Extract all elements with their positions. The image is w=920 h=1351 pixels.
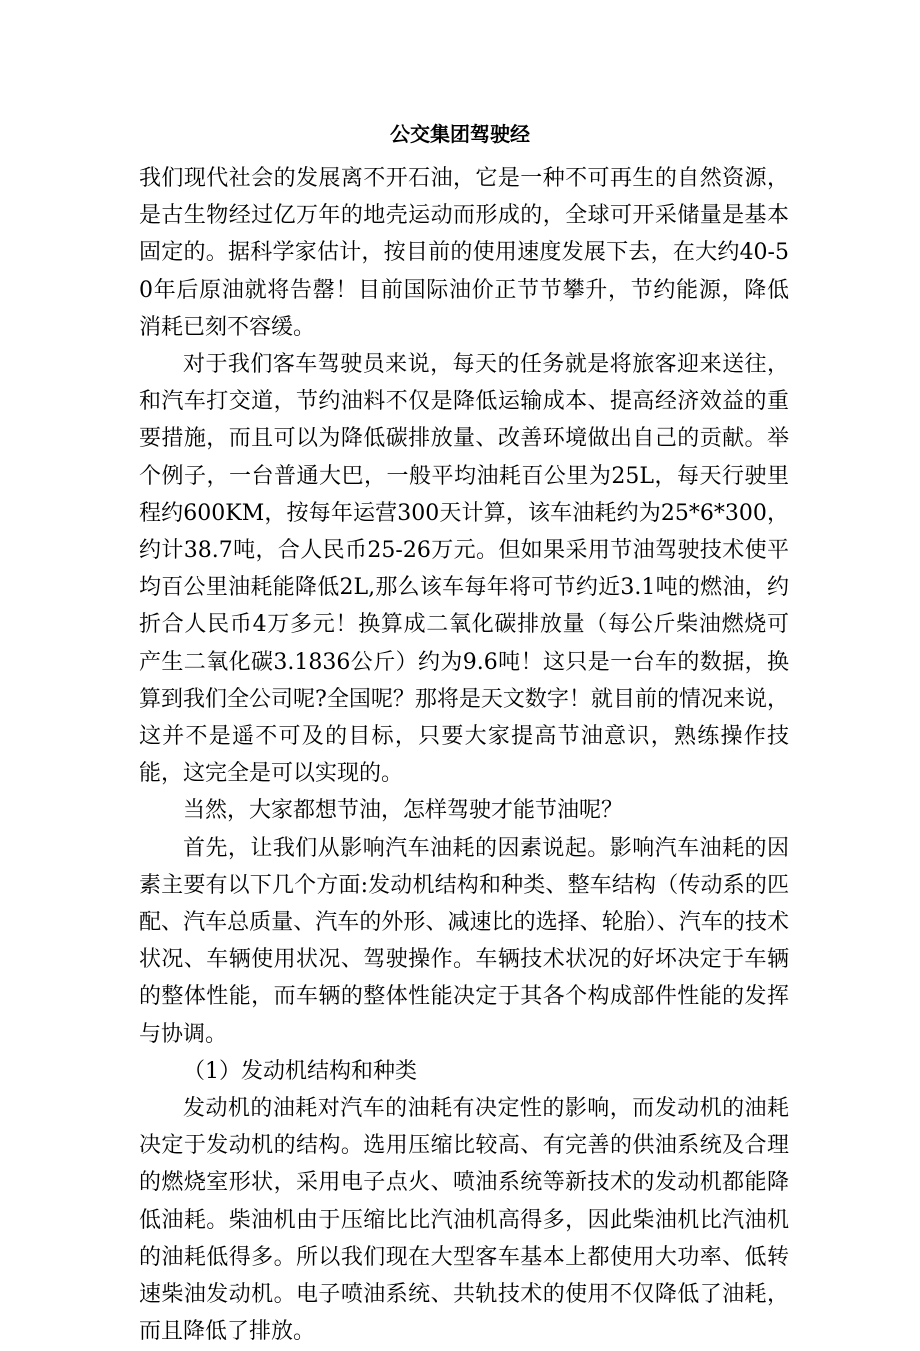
- document-body: [139, 160, 789, 1351]
- section-heading-engine: （1）发动机结构和种类: [183, 1058, 417, 1084]
- paragraph-engine: 发动机的油耗对汽车的油耗有决定性的影响，而发动机的油耗决定于发动机的结构。选用压缩比较高、有完善的供油系统及合理的燃烧室形状，采用电子点火、喷油系统等新技术的发动机都能降低油耗。柴油机由于压缩比比汽油机高得多，因此柴油机比汽油机的油耗低得多。所以我们现在大型客车基本上都使用大功率、低转速柴油发动机。电子喷油系统、共轨技术的使用不仅降低了油耗，而且降低了排放。: [139, 1096, 789, 1345]
- paragraph-factors: 首先，让我们从影响汽车油耗的因素说起。影响汽车油耗的因素主要有以下几个方面:发动机结构和种类、整车结构（传动系的匹配、汽车总质量、汽车的外形、减速比的选择、轮胎）、汽车的技术状况、车辆使用状况、驾驶操作。车辆技术状况的好坏决定于车辆的整体性能，而车辆的整体性能决定于其各个构成部件性能的发挥与协调。: [139, 835, 789, 1047]
- document-title: 公交集团驾驶经: [390, 122, 530, 146]
- paragraph-question: 当然，大家都想节油，怎样驾驶才能节油呢？: [183, 798, 624, 824]
- paragraph-driver-task: 对于我们客车驾驶员来说，每天的任务就是将旅客迎来送往，和汽车打交道，节约油料不仅是降低运输成本、提高经济效益的重要措施，而且可以为降低碳排放量、改善环境做出自己的贡献。举个例子，一台普通大巴，一般平均油耗百公里为25L，每天行驶里程约600KM，按每年运营300天计算，该车油耗约为25*6*300，约计38.7吨，合人民币25-26万元。但如果采用节油驾驶技术使平均百公里油耗能降低2L,那么该车每年将可节约近3.1吨的燃油，约折合人民币4万多元！换算成二氧化碳排放量（每公斤柴油燃烧可产生二氧化碳3.1836公斤）约为9.6吨！这只是一台车的数据，换算到我们全公司呢?全国呢？那将是天文数字！就目前的情况来说，这并不是遥不可及的目标，只要大家提高节油意识，熟练操作技能，这完全是可以实现的。: [139, 352, 789, 787]
- paragraph-intro: 我们现代社会的发展离不开石油，它是一种不可再生的自然资源，是古生物经过亿万年的地壳运动而形成的，全球可开采储量是基本固定的。据科学家估计，按目前的使用速度发展下去，在大约40-50年后原油就将告罄！目前国际油价正节节攀升，节约能源，降低消耗已刻不容缓。: [139, 166, 789, 340]
